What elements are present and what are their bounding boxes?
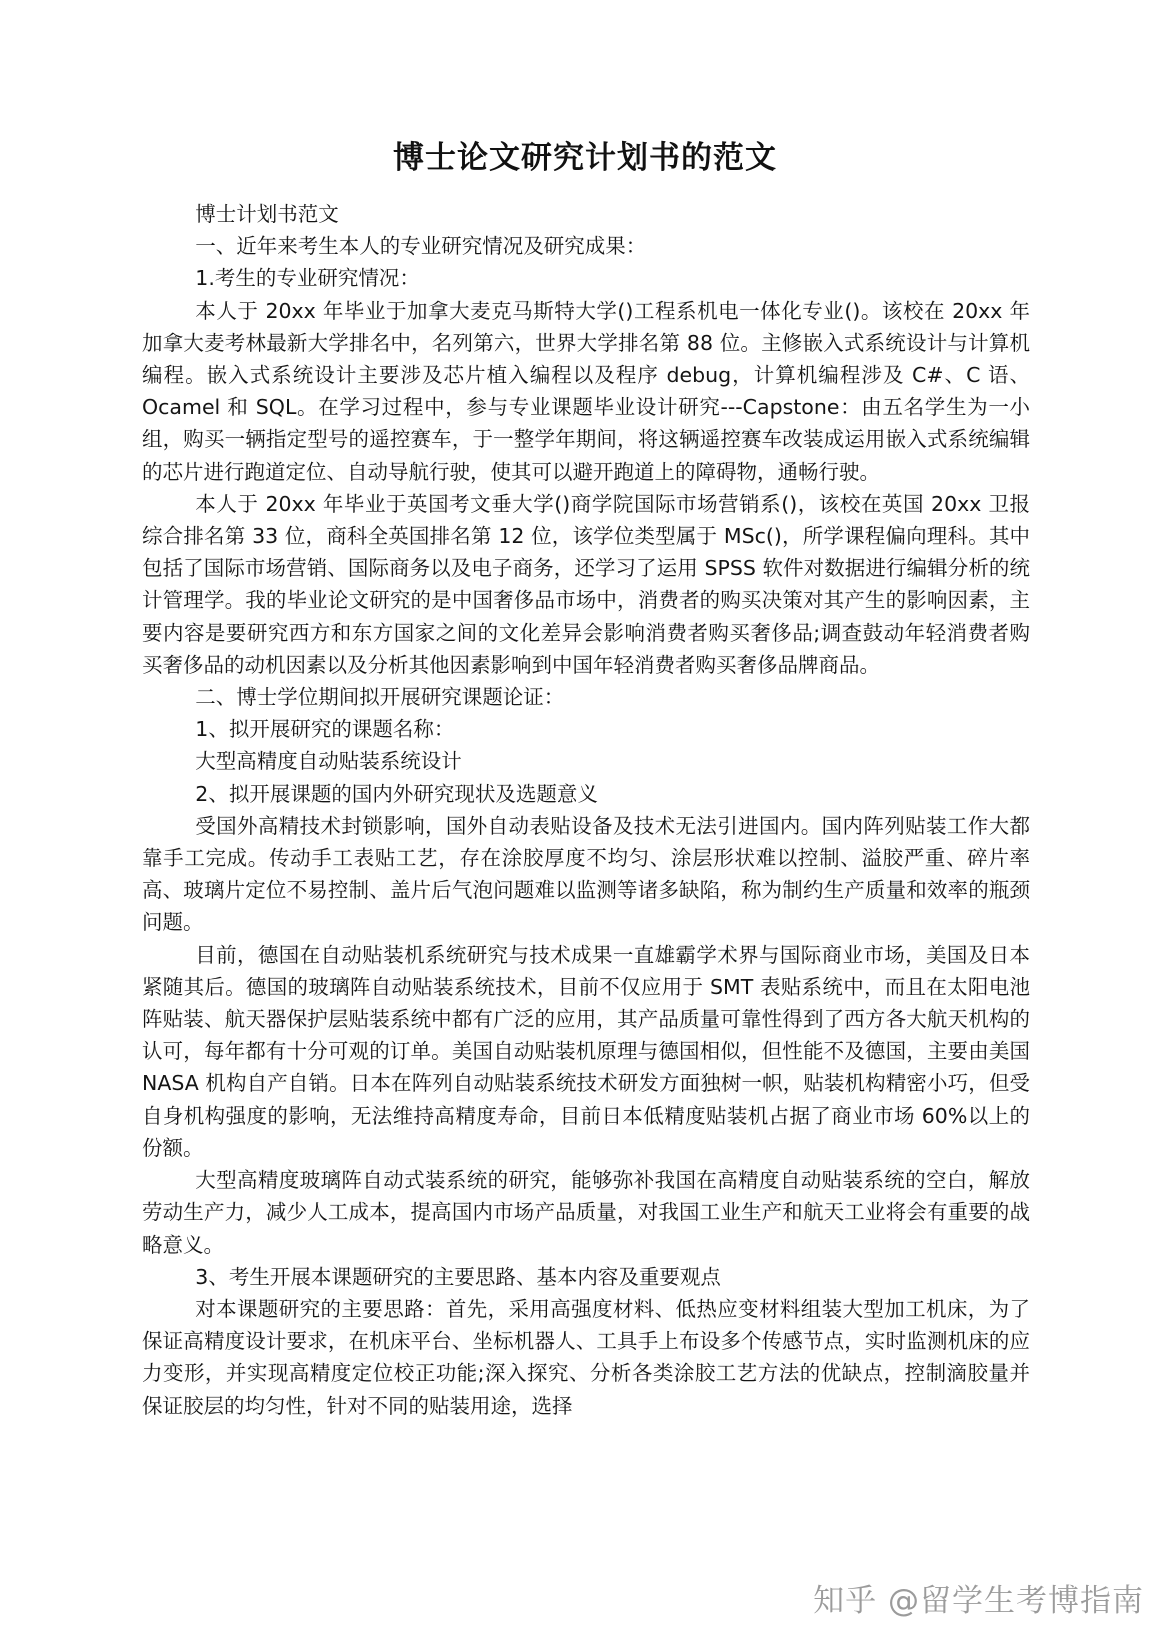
paragraph: 大型高精度玻璃阵自动式装系统的研究，能够弥补我国在高精度自动贴装系统的空白，解放劳动生产力，减少人工成本，提高国内市场产品质量，对我国工业生产和航天工业将会有重要的战略意义。 — [142, 1168, 1030, 1257]
watermark: 知乎 @留学生考博指南 — [813, 1583, 1144, 1619]
paragraph: 本人于 20xx 年毕业于英国考文垂大学()商学院国际市场营销系()，该校在英国 20xx 卫报综合排名第 33 位，商科全英国排名第 12 位，该学位类型属于 MSc()，所学课程偏向理科。其中包括了国际市场营销、国际商务以及电子商务，还学习了运用 SPSS 软件对数据进行编辑分析的统计管理学。我的毕业论文研究的是中国奢侈品市场中，消费者的购买决策对其产生的影响因素，主要内容是要研究西方和东方国家之间的文化差异会影响消费者购买奢侈品;调查鼓动年轻消费者购买奢侈品的动机因素以及分析其他因素影响到中国年轻消费者购买奢侈品牌商品。 — [142, 491, 1030, 677]
subsection-heading: 2、拟开展课题的国内外研究现状及选题意义 — [195, 781, 598, 806]
section-heading: 二、博士学位期间拟开展研究课题论证： — [195, 685, 565, 710]
topic-name: 大型高精度自动贴装系统设计 — [195, 749, 462, 774]
document-body — [142, 198, 1030, 1422]
paragraph-heading: 博士计划书范文 — [195, 202, 339, 226]
section-heading: 一、近年来考生本人的专业研究情况及研究成果： — [195, 234, 647, 259]
paragraph: 受国外高精技术封锁影响，国外自动表贴设备及技术无法引进国内。国内阵列贴装工作大都靠手工完成。传动手工表贴工艺，存在涂胶厚度不均匀、涂层形状难以控制、溢胶严重、碎片率高、玻璃片定位不易控制、盖片后气泡问题难以监测等诸多缺陷，称为制约生产质量和效率的瓶颈问题。 — [142, 813, 1030, 935]
document-title: 博士论文研究计划书的范文 — [393, 140, 777, 176]
subsection-heading: 3、考生开展本课题研究的主要思路、基本内容及重要观点 — [195, 1264, 721, 1289]
paragraph: 对本课题研究的主要思路：首先，采用高强度材料、低热应变材料组装大型加工机床，为了保证高精度设计要求，在机床平台、坐标机器人、工具手上布设多个传感节点，实时监测机床的应力变形，并实现高精度定位校正功能;深入探究、分析各类涂胶工艺方法的优缺点，控制滴胶量并保证胶层的均匀性，针对不同的贴装用途，选择 — [142, 1296, 1030, 1418]
paragraph: 目前，德国在自动贴装机系统研究与技术成果一直雄霸学术界与国际商业市场，美国及日本紧随其后。德国的玻璃阵自动贴装系统技术，目前不仅应用于 SMT 表贴系统中，而且在太阳电池阵贴装、航天器保护层贴装系统中都有广泛的应用，其产品质量可靠性得到了西方各大航天机构的认可，每年都有十分可观的订单。美国自动贴装机原理与德国相似，但性能不及德国，主要由美国 NASA 机构自产自销。日本在阵列自动贴装系统技术研发方面独树一帜，贴装机构精密小巧，但受自身机构强度的影响，无法维持高精度寿命，目前日本低精度贴装机占据了商业市场 60%以上的份额。 — [142, 942, 1030, 1160]
subsection-heading: 1.考生的专业研究情况： — [195, 266, 420, 291]
subsection-heading: 1、拟开展研究的课题名称： — [195, 717, 455, 742]
paragraph: 本人于 20xx 年毕业于加拿大麦克马斯特大学()工程系机电一体化专业()。该校在 20xx 年加拿大麦考林最新大学排名中，名列第六，世界大学排名第 88 位。主修嵌入式系统设计与计算机编程。嵌入式系统设计主要涉及芯片植入编程以及程序 debug，计算机编程涉及 C#、C 语、Ocamel 和 SQL。在学习过程中，参与专业课题毕业设计研究---Capstone：由五名学生为一小组，购买一辆指定型号的遥控赛车，于一整学年期间，将这辆遥控赛车改装成运用嵌入式系统编辑的芯片进行跑道定位、自动导航行驶，使其可以避开跑道上的障碍物，通畅行驶。 — [142, 298, 1030, 484]
